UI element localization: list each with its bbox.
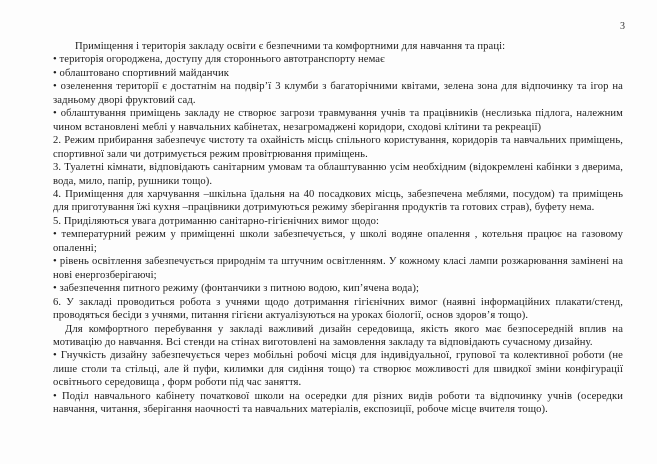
paragraph: Приміщення і територія закладу освіти є безпечними та комфортними для навчання та праці:: [75, 41, 506, 52]
paragraph: 6. У закладі проводиться робота з учнями щодо дотримання гігієнічних вимог (наявні інформаційних плакати/стенд, проводяться бесіди з учнями, питання гігієни актуалізуються на уроках біології, основ здоров’я тощо).: [53, 296, 623, 322]
paragraph: 3. Туалетні кімнати, відповідають санітарним умовам та облаштуванню усім необхідним (відокремлені кабінки з дверима, вода, мило, папір, рушники тощо).: [53, 162, 623, 187]
paragraph: • рівень освітлення забезпечується природнім та штучним освітленням. У кожному класі лампи розжарювання замінені на нові енергозберігаючі;: [53, 256, 623, 281]
paragraph: • територія огороджена, доступу для стороннього автотранспорту немає: [53, 54, 385, 66]
paragraph: • облаштування приміщень закладу не створює загрози травмування учнів та працівників (неслизька підлога, належним чином встановлені меблі у навчальних кабінетах, незагромаджені коридори, сходові клітини та рекреації): [53, 108, 623, 133]
paragraph: • Поділ навчального кабінету початкової школи на осередки для різних видів роботи та відпочинку учнів (осередки навчання, читання, зберігання наочності та навчальних матеріалів, експозиції, робоче місце вчителя тощо).: [53, 390, 623, 416]
paragraph: • Гнучкість дизайну забезпечується через мобільні робочі місця для індивідуальної, групової та колективної роботи (не лише столи та стільці, але й пуфи, килимки для сидіння тощо) та створює можливості для швидкої зміни конфігурації освітнього середовища , форм роботи під час заняття.: [53, 350, 623, 389]
document-body: [53, 40, 623, 417]
paragraph: • облаштовано спортивний майданчик: [53, 67, 229, 79]
page-number: 3: [620, 21, 625, 32]
paragraph: • озеленення території є достатнім на подвір’ї 3 клумби з багаторічними квітами, зелена зона для відпочинку та ігор на задньому дворі фруктовий сад.: [53, 81, 623, 106]
paragraph: 2. Режим прибирання забезпечує чистоту та охайність місць спільного користування, коридорів та навчальних приміщень, спортивної зали чи дотримується режим провітрювання приміщень.: [53, 135, 623, 160]
paragraph: • забезпечення питного режиму (фонтанчики з питною водою, кип’ячена вода);: [53, 283, 420, 295]
paragraph: • температурний режим у приміщенні школи забезпечується, у школі водяне опалення , котельня працює на газовому опаленні;: [53, 229, 623, 254]
paragraph: 5. Приділяються увага дотриманню санітарно-гігієнічних вимог щодо:: [53, 215, 380, 227]
paragraph: 4. Приміщення для харчування –шкільна їдальня на 40 посадкових місць, забезпечена меблями, посудом) та приміщень для приготування їжі кухня –працівники дотримуються режиму зберігання продуктів та готових страв), буфету нема.: [53, 188, 623, 214]
paragraph: Для комфортного перебування у закладі важливий дизайн середовища, якість якого має безпосередній вплив на мотивацію до навчання. Всі стенди на стінах виготовлені на замовлення закладу та відповідають сучасному дизайну.: [53, 323, 623, 348]
